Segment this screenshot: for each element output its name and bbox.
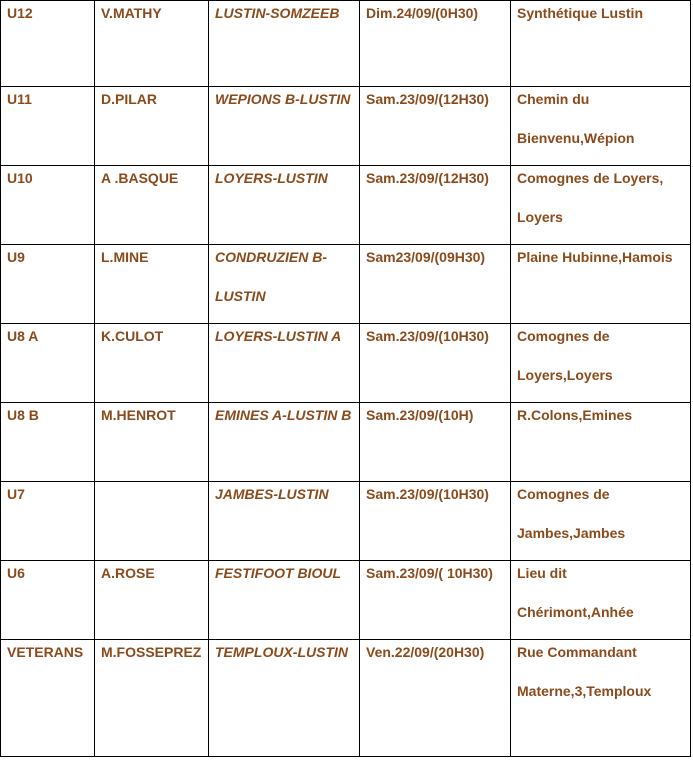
datetime-text: Sam.23/09/(10H): [366, 407, 474, 423]
category-text: U11: [7, 91, 32, 107]
match-cell: [209, 403, 360, 482]
category-text: VETERANS: [7, 644, 84, 660]
datetime-text: Sam23/09/(09H30): [366, 249, 486, 265]
datetime-text: Ven.22/09/(20H30): [366, 644, 485, 660]
datetime-text: Sam.23/09/(10H30): [366, 486, 489, 502]
category-cell: [1, 324, 95, 403]
match-text: LUSTIN-SOMZEEB: [215, 5, 340, 21]
datetime-text: Sam.23/09/( 10H30): [366, 565, 493, 581]
venue-text: Comognes de Jambes,Jambes: [517, 486, 626, 541]
category-cell: [1, 403, 95, 482]
match-text: FESTIFOOT BIOUL: [215, 565, 341, 581]
match-cell: [209, 482, 360, 561]
venue-cell: [511, 403, 691, 482]
coach-text: A.ROSE: [101, 565, 155, 581]
match-text: TEMPLOUX-LUSTIN: [215, 644, 348, 660]
match-text: WEPIONS B-LUSTIN: [215, 91, 351, 107]
category-text: U8 A: [7, 328, 39, 344]
table-row: [1, 245, 691, 324]
venue-text: Plaine Hubinne,Hamois: [517, 249, 673, 265]
venue-text: Synthétique Lustin: [517, 5, 643, 21]
venue-cell: [511, 561, 691, 640]
coach-text: A .BASQUE: [101, 170, 179, 186]
match-cell: [209, 245, 360, 324]
datetime-text: Sam.23/09/(12H30): [366, 91, 489, 107]
category-text: U7: [7, 486, 25, 502]
venue-cell: [511, 640, 691, 757]
category-cell: [1, 482, 95, 561]
venue-cell: [511, 87, 691, 166]
coach-cell: [95, 561, 209, 640]
category-text: U12: [7, 5, 33, 21]
datetime-cell: [360, 640, 511, 757]
match-cell: [209, 166, 360, 245]
coach-cell: [95, 482, 209, 561]
table-row: [1, 640, 691, 757]
venue-text: Rue Commandant Materne,3,Temploux: [517, 644, 652, 699]
datetime-text: Sam.23/09/(10H30): [366, 328, 489, 344]
match-text: LOYERS-LUSTIN: [215, 170, 328, 186]
category-cell: [1, 87, 95, 166]
coach-cell: [95, 640, 209, 757]
venue-cell: [511, 245, 691, 324]
venue-cell: [511, 482, 691, 561]
datetime-cell: [360, 482, 511, 561]
category-text: U10: [7, 170, 33, 186]
venue-text: Comognes de Loyers, Loyers: [517, 170, 664, 225]
match-text: LOYERS-LUSTIN A: [215, 328, 342, 344]
datetime-cell: [360, 87, 511, 166]
venue-cell: [511, 324, 691, 403]
coach-text: K.CULOT: [101, 328, 164, 344]
category-cell: [1, 1, 95, 87]
datetime-cell: [360, 561, 511, 640]
coach-cell: [95, 87, 209, 166]
match-cell: [209, 640, 360, 757]
venue-text: Lieu dit Chérimont,Anhée: [517, 565, 634, 620]
venue-cell: [511, 1, 691, 87]
datetime-cell: [360, 1, 511, 87]
category-cell: [1, 640, 95, 757]
category-text: U8 B: [7, 407, 39, 423]
table-row: [1, 482, 691, 561]
venue-cell: [511, 166, 691, 245]
match-text: JAMBES-LUSTIN: [215, 486, 329, 502]
datetime-cell: [360, 166, 511, 245]
coach-cell: [95, 324, 209, 403]
table-row: [1, 324, 691, 403]
match-cell: [209, 561, 360, 640]
category-cell: [1, 166, 95, 245]
table-row: [1, 403, 691, 482]
datetime-cell: [360, 324, 511, 403]
venue-text: Comognes de Loyers,Loyers: [517, 328, 613, 383]
match-cell: [209, 324, 360, 403]
table-row: [1, 166, 691, 245]
coach-text: L.MINE: [101, 249, 149, 265]
coach-text: M.FOSSEPREZ: [101, 644, 202, 660]
category-text: U6: [7, 565, 25, 581]
datetime-cell: [360, 245, 511, 324]
match-cell: [209, 1, 360, 87]
match-text: CONDRUZIEN B-LUSTIN: [215, 249, 327, 304]
category-text: U9: [7, 249, 25, 265]
table-row: [1, 1, 691, 87]
datetime-cell: [360, 403, 511, 482]
category-cell: [1, 245, 95, 324]
match-text: EMINES A-LUSTIN B: [215, 407, 352, 423]
table-row: [1, 561, 691, 640]
match-cell: [209, 87, 360, 166]
coach-cell: [95, 166, 209, 245]
table-row: [1, 87, 691, 166]
coach-cell: [95, 245, 209, 324]
coach-text: M.HENROT: [101, 407, 176, 423]
venue-text: R.Colons,Emines: [517, 407, 633, 423]
datetime-text: Dim.24/09/(0H30): [366, 5, 479, 21]
datetime-text: Sam.23/09/(12H30): [366, 170, 489, 186]
table-body: [1, 1, 691, 757]
coach-cell: [95, 403, 209, 482]
coach-text: V.MATHY: [101, 5, 162, 21]
coach-cell: [95, 1, 209, 87]
category-cell: [1, 561, 95, 640]
venue-text: Chemin du Bienvenu,Wépion: [517, 91, 635, 146]
coach-text: D.PILAR: [101, 91, 157, 107]
